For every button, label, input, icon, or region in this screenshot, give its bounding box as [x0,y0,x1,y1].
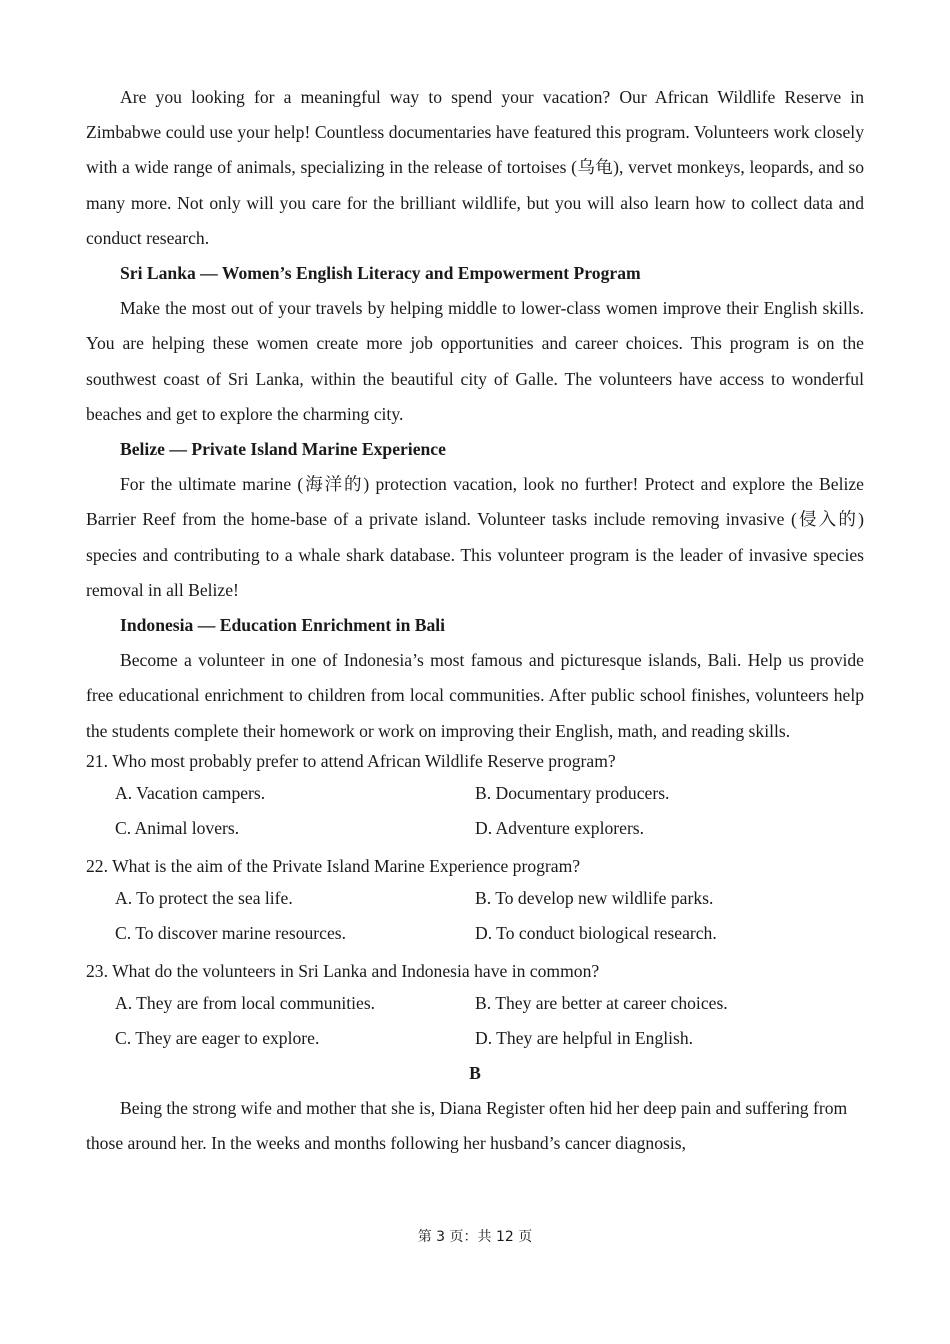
option-c: C. Animal lovers. [115,817,240,838]
section-body-belize: For the ultimate marine (海洋的) protection vacation, look no further! Protect and explore the Belize Barrier Reef from the home-base of a private island. Volunteer tasks include removing invasive (侵入的) species and contributing to a whale shark database. This volunteer program is the leader of invasive species removal in all Belize! [86,474,864,600]
answer-options [86,881,864,951]
option-a: A. To protect the sea life. [115,887,293,908]
option-c: C. To discover marine resources. [115,922,347,943]
option-b: B. They are better at career choices. [475,992,728,1013]
section-heading-indonesia: Indonesia — Education Enrichment in Bali [120,615,446,636]
question-stem: 22. What is the aim of the Private Island Marine Experience program? [86,855,581,876]
option-b: B. Documentary producers. [475,782,670,803]
answer-options [86,776,864,846]
section-body-indonesia: Become a volunteer in one of Indonesia’s most famous and picturesque islands, Bali. Help us provide free educational enrichment to children from local communities. After public school finishes, volunteers help the students complete their homework or work on improving their English, math, and reading skills. [86,650,864,741]
option-a: A. Vacation campers. [115,782,266,803]
question-23 [86,957,864,1056]
section-label-b: B [469,1062,481,1083]
question-22 [86,852,864,951]
option-a: A. They are from local communities. [115,992,376,1013]
wildlife-paragraph: Are you looking for a meaningful way to spend your vacation? Our African Wildlife Reserve in Zimbabwe could use your help! Countless documentaries have featured this program. Volunteers work closely with a wide range of animals, specializing in the release of tortoises (乌龟), vervet monkeys, leopards, and so many more. Not only will you care for the brilliant wildlife, but you will also learn how to collect data and conduct research. [86,87,864,248]
answer-options [86,986,864,1056]
option-d: D. Adventure explorers. [475,817,645,838]
question-21 [86,747,864,846]
section-body-sri-lanka: Make the most out of your travels by helping middle to lower-class women improve their English skills. You are helping these women create more job opportunities and career choices. This program is on the southwest coast of Sri Lanka, within the beautiful city of Galle. The volunteers have access to wonderful beaches and get to explore the charming city. [86,298,864,424]
option-d: D. They are helpful in English. [475,1027,694,1048]
option-b: B. To develop new wildlife parks. [475,887,714,908]
option-d: D. To conduct biological research. [475,922,717,943]
question-stem: 23. What do the volunteers in Sri Lanka and Indonesia have in common? [86,960,600,981]
option-c: C. They are eager to explore. [115,1027,320,1048]
question-stem: 21. Who most probably prefer to attend African Wildlife Reserve program? [86,750,616,771]
section-heading-belize: Belize — Private Island Marine Experience [120,439,446,460]
document-page [86,80,864,1161]
page-footer: 第 3 页：共 12 页 [417,1229,533,1245]
section-heading-sri-lanka: Sri Lanka — Women’s English Literacy and Empowerment Program [120,263,641,284]
passage-b-paragraph: Being the strong wife and mother that she is, Diana Register often hid her deep pain and suffering from those around her. In the weeks and months following her husband’s cancer diagnosis, [86,1097,848,1154]
